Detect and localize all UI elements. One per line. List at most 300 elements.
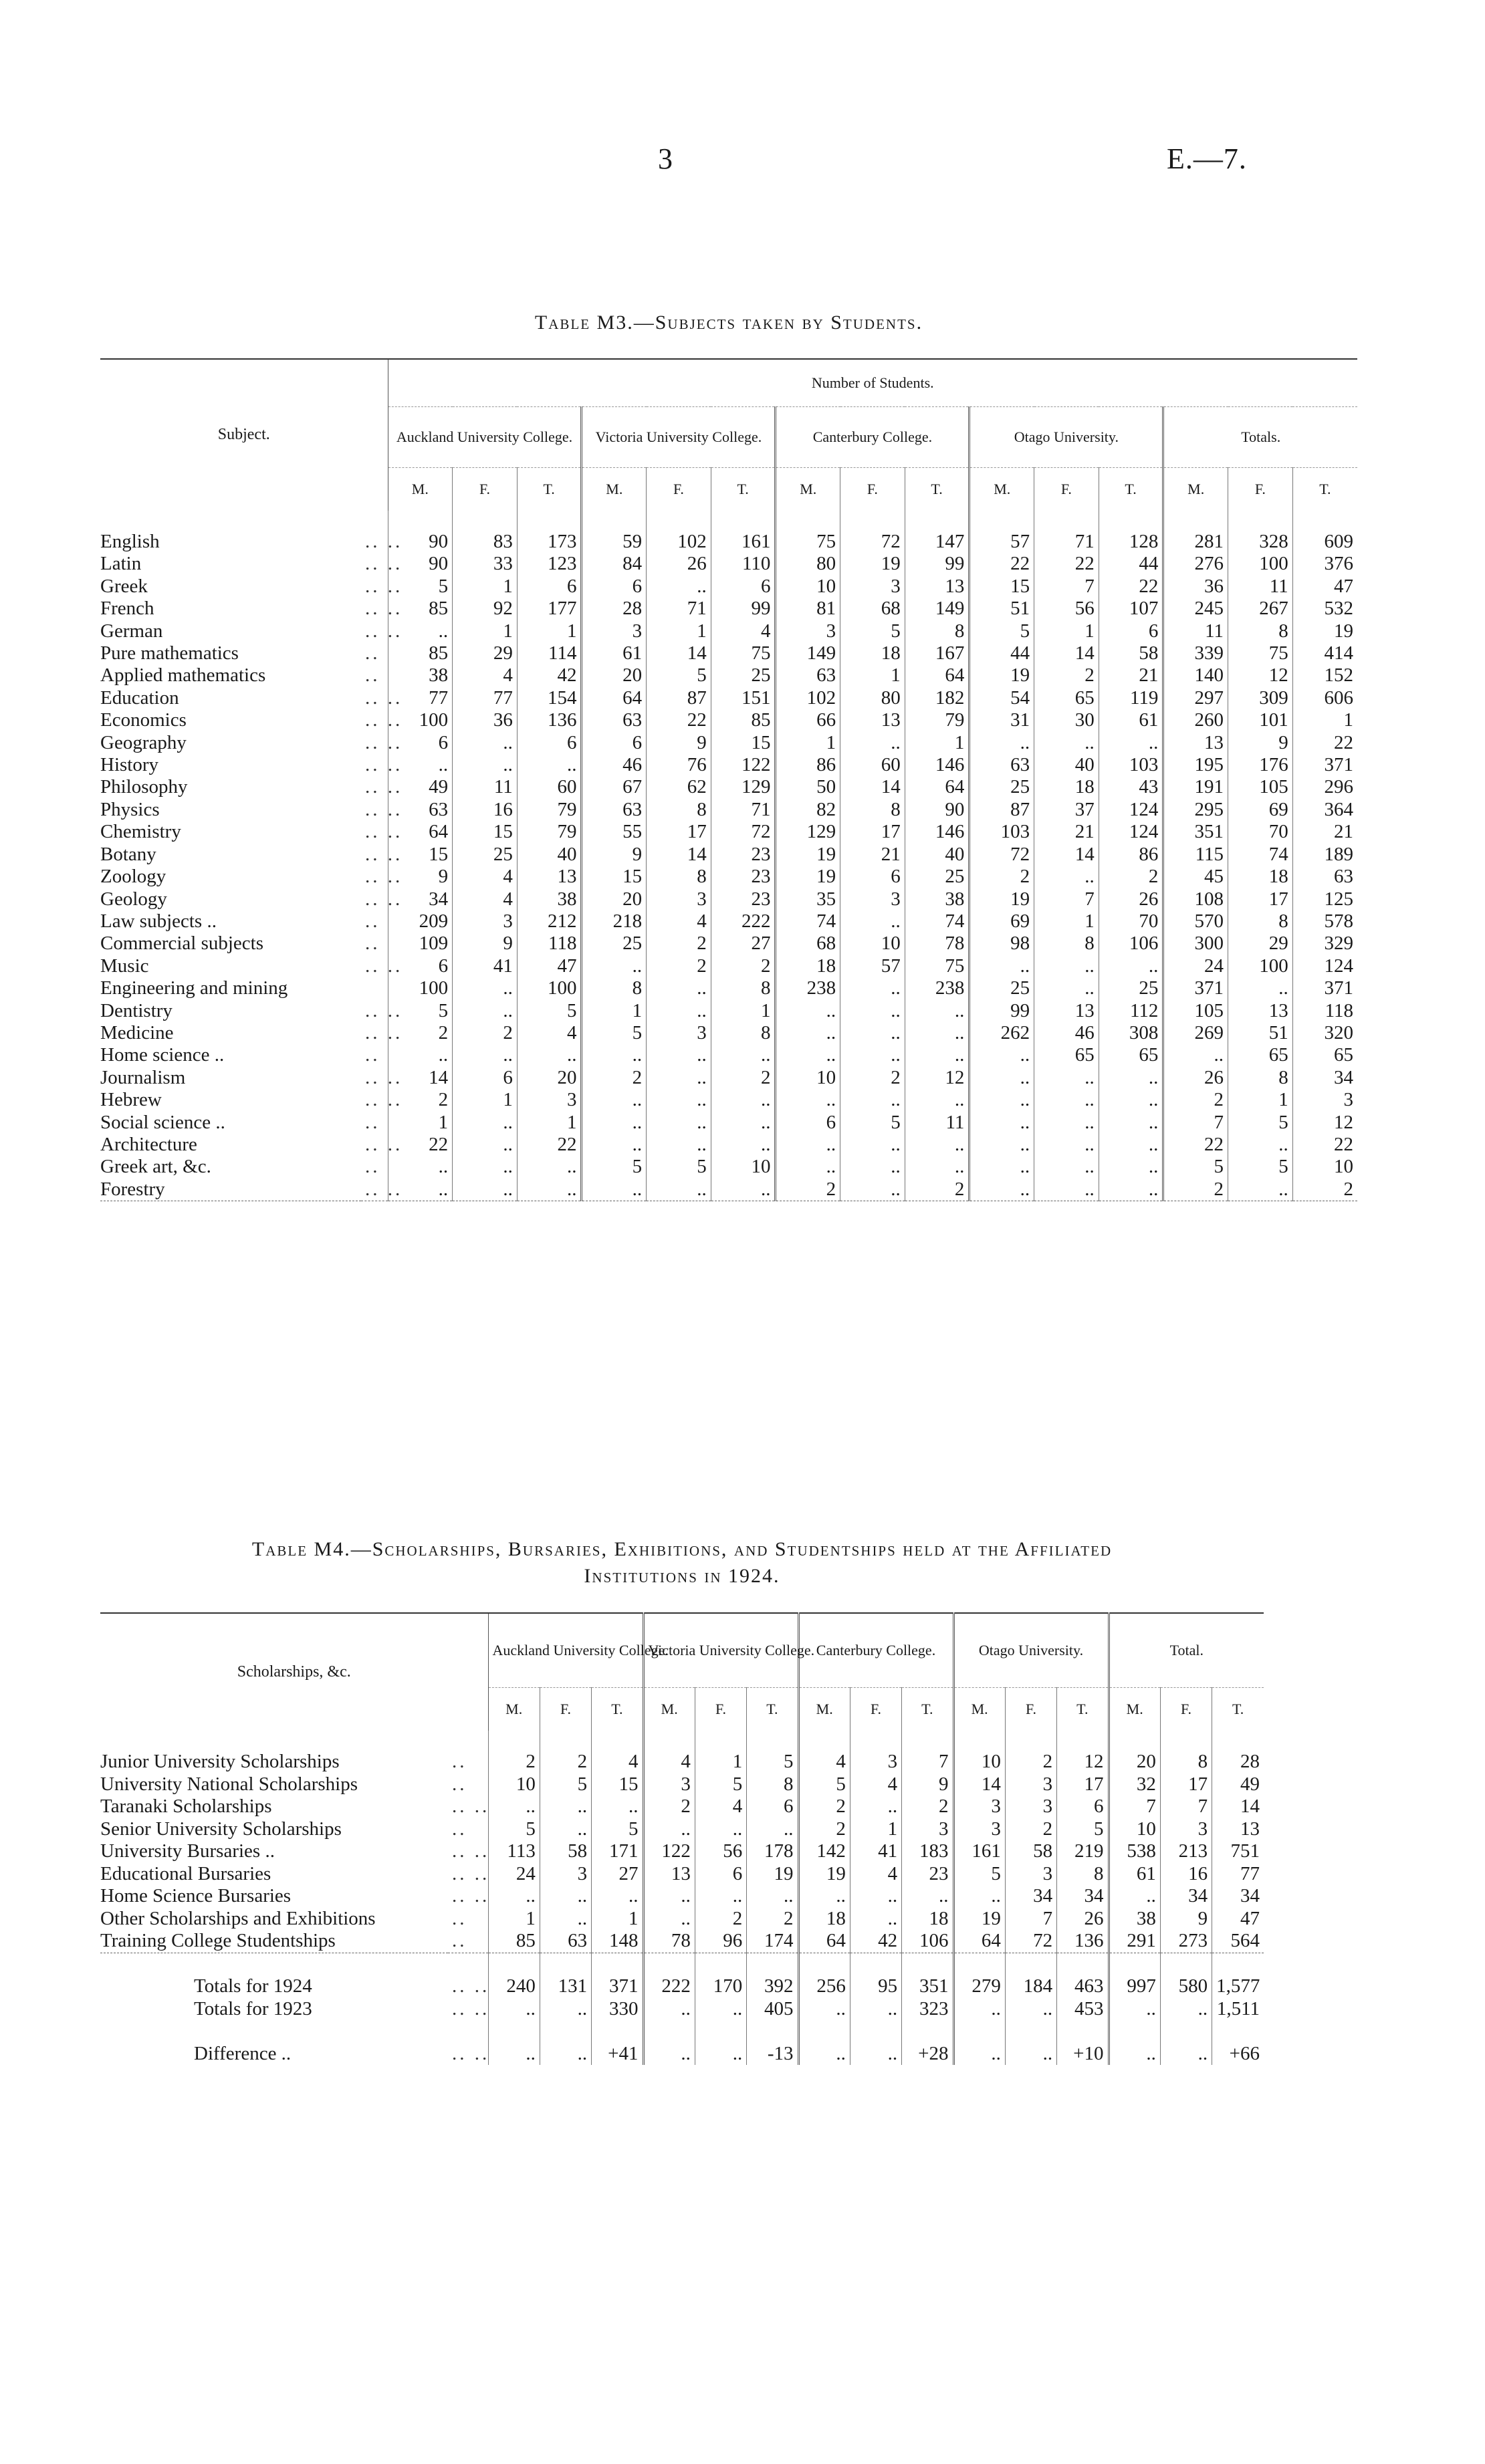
cell-value: 3 bbox=[953, 1796, 1005, 1818]
spacer-cell bbox=[643, 1953, 695, 1975]
cell-value: 13 bbox=[1212, 1818, 1264, 1841]
cell-value: 72 bbox=[1005, 1930, 1056, 1953]
col-m: M. bbox=[776, 468, 840, 511]
cell-value: 27 bbox=[592, 1863, 643, 1886]
cell-value: 7 bbox=[1034, 576, 1099, 598]
cell-value: 1 bbox=[1292, 709, 1357, 731]
cell-value: .. bbox=[1034, 866, 1099, 888]
table-row bbox=[100, 754, 1357, 776]
cell-value: .. bbox=[840, 1156, 905, 1178]
cell-value: 10 bbox=[840, 933, 905, 955]
col-f: F. bbox=[1160, 1688, 1212, 1731]
cell-value: 191 bbox=[1163, 776, 1228, 798]
cell-value: .. bbox=[840, 1000, 905, 1022]
spacer-cell bbox=[1005, 1953, 1056, 1975]
cell-value: .. bbox=[902, 1885, 953, 1908]
cell-value: .. bbox=[695, 1998, 746, 2021]
cell-value: .. bbox=[582, 1134, 647, 1156]
cell-value: 19 bbox=[969, 664, 1034, 687]
cell-value: .. bbox=[969, 1089, 1034, 1111]
cell-value: 90 bbox=[388, 511, 453, 553]
cell-value: 3 bbox=[643, 1773, 695, 1796]
cell-value: 149 bbox=[905, 598, 969, 620]
leader-dots: .. bbox=[365, 664, 380, 687]
cell-value: .. bbox=[1109, 2043, 1160, 2066]
cell-value: 34 bbox=[1212, 1885, 1264, 1908]
cell-value: 9 bbox=[1228, 732, 1293, 754]
cell-value: 26 bbox=[647, 553, 711, 575]
cell-value: 8 bbox=[711, 977, 776, 999]
cell-value: 19 bbox=[840, 553, 905, 575]
cell-value: 2 bbox=[643, 1796, 695, 1818]
cell-value: 8 bbox=[647, 866, 711, 888]
cell-value: .. bbox=[453, 1000, 518, 1022]
row-label: Latin bbox=[100, 553, 142, 575]
cell-value: 21 bbox=[840, 844, 905, 866]
cell-value: 8 bbox=[747, 1773, 798, 1796]
cell-value: 2 bbox=[1005, 1818, 1056, 1841]
cell-value: 182 bbox=[905, 687, 969, 709]
group-header: Auckland University College. bbox=[388, 407, 582, 468]
cell-value: 13 bbox=[840, 709, 905, 731]
row-label: Architecture bbox=[100, 1133, 197, 1155]
cell-value: .. bbox=[643, 1908, 695, 1931]
cell-value: .. bbox=[953, 1885, 1005, 1908]
cell-value: .. bbox=[517, 1044, 582, 1066]
cell-value: .. bbox=[969, 1112, 1034, 1134]
cell-value: 320 bbox=[1292, 1022, 1357, 1044]
cell-value: 51 bbox=[1228, 1022, 1293, 1044]
cell-value: 65 bbox=[1099, 1044, 1163, 1066]
cell-value: 3 bbox=[1005, 1773, 1056, 1796]
cell-value: 6 bbox=[695, 1863, 746, 1886]
cell-value: 34 bbox=[388, 888, 453, 910]
cell-value: 21 bbox=[1099, 664, 1163, 687]
table-row bbox=[100, 687, 1357, 709]
cell-value: 124 bbox=[1099, 799, 1163, 821]
cell-value: 2 bbox=[905, 1179, 969, 1201]
cell-value: 25 bbox=[711, 664, 776, 687]
cell-value: .. bbox=[488, 1998, 540, 2021]
cell-value: .. bbox=[953, 1998, 1005, 2021]
cell-value: 17 bbox=[840, 821, 905, 843]
row-label: Journalism bbox=[100, 1066, 186, 1088]
cell-value: .. bbox=[969, 1156, 1034, 1178]
cell-value: 8 bbox=[1228, 910, 1293, 933]
spacer-cell bbox=[592, 1953, 643, 1975]
cell-value: 20 bbox=[582, 664, 647, 687]
spacer-cell bbox=[1109, 2020, 1160, 2043]
cell-value: 5 bbox=[517, 1000, 582, 1022]
cell-value: 64 bbox=[905, 664, 969, 687]
cell-value: 118 bbox=[517, 933, 582, 955]
cell-value: 103 bbox=[1099, 754, 1163, 776]
cell-value: 5 bbox=[695, 1773, 746, 1796]
cell-value: 4 bbox=[453, 888, 518, 910]
cell-value: 8 bbox=[711, 1022, 776, 1044]
group-header: Victoria University College. bbox=[582, 407, 776, 468]
cell-value: 63 bbox=[582, 799, 647, 821]
spacer-cell bbox=[902, 1953, 953, 1975]
table-row bbox=[100, 1156, 1357, 1178]
leader-dots: .. .. bbox=[365, 709, 403, 731]
table-row bbox=[100, 1840, 1264, 1863]
cell-value: 578 bbox=[1292, 910, 1357, 933]
col-m: M. bbox=[488, 1688, 540, 1731]
cell-value: 351 bbox=[902, 1975, 953, 1998]
cell-value: 78 bbox=[905, 933, 969, 955]
row-label: Medicine bbox=[100, 1021, 174, 1043]
spacer-cell bbox=[1212, 1953, 1264, 1975]
cell-value: 260 bbox=[1163, 709, 1228, 731]
row-label: Taranaki Scholarships bbox=[100, 1796, 272, 1817]
table-row bbox=[100, 888, 1357, 910]
cell-value: .. bbox=[643, 1818, 695, 1841]
group-header: Otago University. bbox=[969, 407, 1163, 468]
cell-value: 40 bbox=[1034, 754, 1099, 776]
cell-value: 6 bbox=[582, 732, 647, 754]
table-m4 bbox=[100, 1612, 1264, 2065]
cell-value: .. bbox=[647, 576, 711, 598]
cell-value: 532 bbox=[1292, 598, 1357, 620]
col-f: F. bbox=[647, 468, 711, 511]
group-header: Auckland University College. bbox=[488, 1613, 643, 1688]
cell-value: .. bbox=[1109, 1998, 1160, 2021]
cell-value: .. bbox=[643, 2043, 695, 2066]
cell-value: 13 bbox=[905, 576, 969, 598]
col-f: F. bbox=[695, 1688, 746, 1731]
cell-value: 12 bbox=[1292, 1112, 1357, 1134]
cell-value: 13 bbox=[1228, 1000, 1293, 1022]
cell-value: .. bbox=[647, 977, 711, 999]
cell-value: 23 bbox=[711, 888, 776, 910]
spacer-cell bbox=[448, 1953, 488, 1975]
cell-value: 60 bbox=[840, 754, 905, 776]
cell-value: 75 bbox=[776, 511, 840, 553]
cell-value: 997 bbox=[1109, 1975, 1160, 1998]
table-row bbox=[100, 576, 1357, 598]
cell-value: .. bbox=[840, 1134, 905, 1156]
row-label: Greek art, &c. bbox=[100, 1156, 211, 1178]
cell-value: 5 bbox=[1228, 1112, 1293, 1134]
cell-value: .. bbox=[1099, 1112, 1163, 1134]
cell-value: 19 bbox=[776, 866, 840, 888]
group-header: Canterbury College. bbox=[798, 1613, 953, 1688]
cell-value: 8 bbox=[1228, 620, 1293, 642]
cell-value: .. bbox=[1034, 1089, 1099, 1111]
cell-value: 147 bbox=[905, 511, 969, 553]
table-row bbox=[100, 1773, 1264, 1796]
cell-value: 189 bbox=[1292, 844, 1357, 866]
cell-value: 10 bbox=[953, 1731, 1005, 1773]
table-row bbox=[100, 642, 1357, 664]
cell-value: 8 bbox=[647, 799, 711, 821]
cell-value: 323 bbox=[902, 1998, 953, 2021]
table-row bbox=[100, 1179, 1357, 1201]
cell-value: 8 bbox=[1057, 1863, 1109, 1886]
cell-value: 36 bbox=[1163, 576, 1228, 598]
cell-value: 309 bbox=[1228, 687, 1293, 709]
leader-dots: .. .. bbox=[365, 620, 403, 642]
cell-value: 26 bbox=[1163, 1067, 1228, 1089]
cell-value: 103 bbox=[969, 821, 1034, 843]
cell-value: 14 bbox=[1212, 1796, 1264, 1818]
cell-value: 5 bbox=[798, 1773, 850, 1796]
cell-value: .. bbox=[517, 1179, 582, 1201]
cell-value: 13 bbox=[1034, 1000, 1099, 1022]
cell-value: .. bbox=[711, 1179, 776, 1201]
cell-value: 279 bbox=[953, 1975, 1005, 1998]
table-row bbox=[100, 977, 1357, 999]
cell-value: 115 bbox=[1163, 844, 1228, 866]
cell-value: 90 bbox=[905, 799, 969, 821]
group-header: Victoria University College. bbox=[643, 1613, 798, 1688]
leader-dots: .. .. bbox=[365, 1089, 403, 1111]
cell-value: 37 bbox=[1034, 799, 1099, 821]
cell-value: 5 bbox=[1228, 1156, 1293, 1178]
cell-value: 75 bbox=[711, 642, 776, 664]
cell-value: 6 bbox=[1057, 1796, 1109, 1818]
leader-dots: .. .. bbox=[365, 866, 403, 888]
cell-value: 6 bbox=[747, 1796, 798, 1818]
cell-value: 1 bbox=[905, 732, 969, 754]
cell-value: 364 bbox=[1292, 799, 1357, 821]
cell-value: 32 bbox=[1109, 1773, 1160, 1796]
row-label: Physics bbox=[100, 798, 160, 820]
cell-value: 19 bbox=[1292, 620, 1357, 642]
cell-value: 80 bbox=[776, 553, 840, 575]
cell-value: .. bbox=[1228, 977, 1293, 999]
cell-value: 273 bbox=[1160, 1930, 1212, 1953]
cell-value: 1 bbox=[453, 1089, 518, 1111]
leader-dots: .. .. bbox=[452, 1997, 490, 2019]
cell-value: 25 bbox=[1099, 977, 1163, 999]
number-of-students-header: Number of Students. bbox=[388, 359, 1357, 407]
cell-value: 60 bbox=[517, 776, 582, 798]
cell-value: 125 bbox=[1292, 888, 1357, 910]
table-row bbox=[100, 1818, 1264, 1841]
cell-value: .. bbox=[747, 1885, 798, 1908]
cell-value: 2 bbox=[453, 1022, 518, 1044]
cell-value: .. bbox=[592, 1885, 643, 1908]
table-row bbox=[100, 553, 1357, 575]
table-row bbox=[100, 1998, 1264, 2021]
cell-value: .. bbox=[850, 1908, 901, 1931]
cell-value: 57 bbox=[840, 955, 905, 977]
cell-value: 183 bbox=[902, 1840, 953, 1863]
cell-value: 31 bbox=[969, 709, 1034, 731]
cell-value: 405 bbox=[747, 1998, 798, 2021]
cell-value: 7 bbox=[1005, 1908, 1056, 1931]
cell-value: 329 bbox=[1292, 933, 1357, 955]
leader-dots: .. .. bbox=[452, 1796, 490, 1817]
cell-value: .. bbox=[850, 1885, 901, 1908]
cell-value: 12 bbox=[905, 1067, 969, 1089]
cell-value: 102 bbox=[647, 511, 711, 553]
cell-value: 2 bbox=[711, 1067, 776, 1089]
spacer-cell bbox=[850, 2020, 901, 2043]
cell-value: 1 bbox=[388, 1112, 453, 1134]
spacer-row bbox=[100, 1953, 1264, 1975]
leader-dots: .. .. bbox=[361, 1179, 388, 1201]
table-row bbox=[100, 511, 1357, 553]
table-row bbox=[100, 2043, 1264, 2066]
table-m3 bbox=[100, 358, 1357, 1201]
cell-value: 267 bbox=[1228, 598, 1293, 620]
cell-value: 2 bbox=[1034, 664, 1099, 687]
cell-value: 22 bbox=[1292, 1134, 1357, 1156]
cell-value: 44 bbox=[969, 642, 1034, 664]
row-label: Economics bbox=[100, 709, 187, 731]
cell-value: 63 bbox=[969, 754, 1034, 776]
cell-value: .. bbox=[388, 1179, 453, 1201]
cell-value: 3 bbox=[1005, 1863, 1056, 1886]
cell-value: 57 bbox=[969, 511, 1034, 553]
cell-value: 82 bbox=[776, 799, 840, 821]
spacer-cell bbox=[953, 1953, 1005, 1975]
cell-value: 609 bbox=[1292, 511, 1357, 553]
row-label: Engineering and mining bbox=[100, 977, 288, 999]
cell-value: 3 bbox=[776, 620, 840, 642]
cell-value: 128 bbox=[1099, 511, 1163, 553]
row-label: Pure mathematics bbox=[100, 642, 239, 664]
col-f: F. bbox=[1005, 1688, 1056, 1731]
cell-value: .. bbox=[695, 2043, 746, 2066]
row-label: French bbox=[100, 598, 154, 620]
row-label: Totals for 1924 bbox=[194, 1975, 312, 1997]
cell-value: 2 bbox=[1163, 1179, 1228, 1201]
cell-value: 47 bbox=[1292, 576, 1357, 598]
cell-value: 84 bbox=[582, 553, 647, 575]
cell-value: 16 bbox=[1160, 1863, 1212, 1886]
cell-value: 106 bbox=[902, 1930, 953, 1953]
row-label: University National Scholarships bbox=[100, 1773, 358, 1795]
cell-value: 79 bbox=[905, 709, 969, 731]
cell-value: 24 bbox=[1163, 955, 1228, 977]
cell-value: 1 bbox=[1034, 620, 1099, 642]
table-row bbox=[100, 1044, 1357, 1066]
cell-value: 4 bbox=[647, 910, 711, 933]
cell-value: 44 bbox=[1099, 553, 1163, 575]
cell-value: 74 bbox=[776, 910, 840, 933]
table-row bbox=[100, 620, 1357, 642]
cell-value: 1 bbox=[488, 1908, 540, 1931]
cell-value: 2 bbox=[902, 1796, 953, 1818]
cell-value: 5 bbox=[1163, 1156, 1228, 1178]
cell-value: 171 bbox=[592, 1840, 643, 1863]
cell-value: 86 bbox=[776, 754, 840, 776]
col-m: M. bbox=[582, 468, 647, 511]
row-label: English bbox=[100, 531, 160, 552]
cell-value: 2 bbox=[540, 1731, 591, 1773]
cell-value: 75 bbox=[1228, 642, 1293, 664]
scholarships-header: Scholarships, &c. bbox=[100, 1613, 488, 1731]
cell-value: 79 bbox=[517, 799, 582, 821]
cell-value: 74 bbox=[905, 910, 969, 933]
cell-value: 8 bbox=[905, 620, 969, 642]
cell-value: 5 bbox=[969, 620, 1034, 642]
cell-value: 240 bbox=[488, 1975, 540, 1998]
cell-value: .. bbox=[776, 1134, 840, 1156]
cell-value: 5 bbox=[592, 1818, 643, 1841]
cell-value: 2 bbox=[711, 955, 776, 977]
col-m: M. bbox=[388, 468, 453, 511]
cell-value: 9 bbox=[453, 933, 518, 955]
row-label: Senior University Scholarships bbox=[100, 1818, 342, 1840]
table-row bbox=[100, 598, 1357, 620]
cell-value: 308 bbox=[1099, 1022, 1163, 1044]
cell-value: 33 bbox=[453, 553, 518, 575]
row-label: Educational Bursaries bbox=[100, 1862, 271, 1884]
row-label: Junior University Scholarships bbox=[100, 1751, 340, 1772]
col-m: M. bbox=[798, 1688, 850, 1731]
cell-value: 463 bbox=[1057, 1975, 1109, 1998]
cell-value: 63 bbox=[540, 1930, 591, 1953]
cell-value: 167 bbox=[905, 642, 969, 664]
cell-value: 38 bbox=[388, 664, 453, 687]
cell-value: 2 bbox=[695, 1908, 746, 1931]
leader-dots: .. .. bbox=[365, 731, 403, 753]
cell-value: .. bbox=[1034, 1134, 1099, 1156]
col-t: T. bbox=[711, 468, 776, 511]
col-m: M. bbox=[1163, 468, 1228, 511]
cell-value: 101 bbox=[1228, 709, 1293, 731]
cell-value: 21 bbox=[1034, 821, 1099, 843]
cell-value: 16 bbox=[453, 799, 518, 821]
cell-value: 238 bbox=[905, 977, 969, 999]
table-row bbox=[100, 1134, 1357, 1156]
cell-value: 107 bbox=[1099, 598, 1163, 620]
cell-value: .. bbox=[695, 1885, 746, 1908]
cell-value: 92 bbox=[453, 598, 518, 620]
leader-dots: .. bbox=[365, 910, 380, 932]
cell-value: 6 bbox=[517, 576, 582, 598]
cell-value: 15 bbox=[969, 576, 1034, 598]
cell-value: 90 bbox=[388, 553, 453, 575]
cell-value: .. bbox=[647, 1179, 711, 1201]
cell-value: .. bbox=[540, 1885, 591, 1908]
table-row bbox=[100, 910, 1357, 933]
cell-value: 13 bbox=[1163, 732, 1228, 754]
cell-value: 17 bbox=[1228, 888, 1293, 910]
cell-value: 6 bbox=[582, 576, 647, 598]
cell-value: .. bbox=[905, 1089, 969, 1111]
cell-value: 77 bbox=[388, 687, 453, 709]
cell-value: 22 bbox=[1292, 732, 1357, 754]
cell-value: .. bbox=[1034, 1156, 1099, 1178]
cell-value: 1 bbox=[517, 1112, 582, 1134]
cell-value: 17 bbox=[647, 821, 711, 843]
cell-value: 297 bbox=[1163, 687, 1228, 709]
cell-value: 80 bbox=[840, 687, 905, 709]
cell-value: 63 bbox=[1292, 866, 1357, 888]
cell-value: .. bbox=[1160, 2043, 1212, 2066]
cell-value: 124 bbox=[1099, 821, 1163, 843]
cell-value: .. bbox=[1228, 1179, 1293, 1201]
cell-value: 20 bbox=[517, 1067, 582, 1089]
cell-value: 72 bbox=[711, 821, 776, 843]
cell-value: 36 bbox=[453, 709, 518, 731]
cell-value: 184 bbox=[1005, 1975, 1056, 1998]
cell-value: 100 bbox=[1228, 553, 1293, 575]
spacer-cell bbox=[1212, 2020, 1264, 2043]
cell-value: 24 bbox=[488, 1863, 540, 1886]
cell-value: 86 bbox=[1099, 844, 1163, 866]
cell-value: 124 bbox=[1292, 955, 1357, 977]
cell-value: .. bbox=[840, 977, 905, 999]
cell-value: 25 bbox=[453, 844, 518, 866]
table-row bbox=[100, 1863, 1264, 1886]
